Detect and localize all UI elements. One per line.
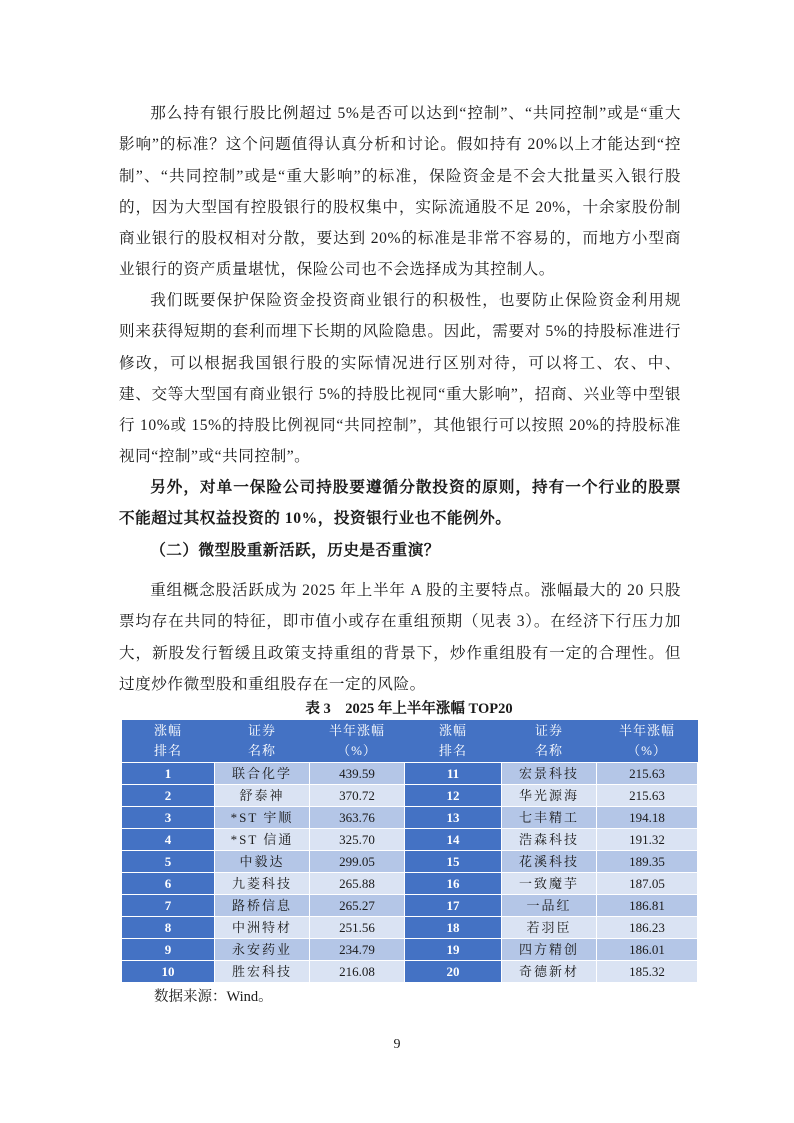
security-name-cell: 浩森科技 <box>502 829 597 851</box>
rank-cell: 16 <box>405 873 502 895</box>
security-name-cell: 宏景科技 <box>502 763 597 785</box>
pct-cell: 194.18 <box>597 807 698 829</box>
table-row <box>122 807 698 829</box>
security-name-cell: 华光源海 <box>502 785 597 807</box>
pct-cell: 265.27 <box>310 895 405 917</box>
pct-cell: 191.32 <box>597 829 698 851</box>
table-row <box>122 939 698 961</box>
rank-cell: 14 <box>405 829 502 851</box>
paragraph-1: 那么持有银行股比例超过 5%是否可以达到“控制”、“共同控制”或是“重大影响”的标准？这个问题值得认真分析和讨论。假如持有 20%以上才能达到“控制”、“共同控制”或是“重大影响”的标准，保险资金是不会大批量买入银行股的，因为大型国有控股银行的股权集中，实际流通股不足 20%，十余家股份制商业银行的股权相对分散，要达到 20%的标准是非常不容易的，而地方小型商业银行的资产质量堪忧，保险公司也不会选择成为其控制人。 <box>119 105 681 279</box>
table-header-row <box>122 720 698 763</box>
header-pct: 半年涨幅 （%） <box>310 720 405 763</box>
page-number: 9 <box>393 1037 401 1052</box>
pct-cell: 187.05 <box>597 873 698 895</box>
security-name-cell: *ST 信通 <box>215 829 310 851</box>
table-row <box>122 873 698 895</box>
rank-cell: 11 <box>405 763 502 785</box>
pct-cell: 363.76 <box>310 807 405 829</box>
rank-cell: 3 <box>122 807 215 829</box>
paragraph-4: 重组概念股活跃成为 2025 年上半年 A 股的主要特点。涨幅最大的 20 只股票均存在共同的特征，即市值小或存在重组预期（见表 3）。在经济下行压力加大，新股发行暂缓且政策支持重组的背景下，炒作重组股有一定的合理性。但过度炒作微型股和重组股存在一定的风险。 <box>119 582 681 693</box>
security-name-cell: 舒泰神 <box>215 785 310 807</box>
pct-cell: 185.32 <box>597 961 698 983</box>
pct-cell: 265.88 <box>310 873 405 895</box>
pct-cell: 299.05 <box>310 851 405 873</box>
pct-cell: 251.56 <box>310 917 405 939</box>
security-name-cell: 联合化学 <box>215 763 310 785</box>
table-row <box>122 829 698 851</box>
rank-cell: 9 <box>122 939 215 961</box>
security-name-cell: 一品红 <box>502 895 597 917</box>
pct-cell: 234.79 <box>310 939 405 961</box>
security-name-cell: 路桥信息 <box>215 895 310 917</box>
security-name-cell: 若羽臣 <box>502 917 597 939</box>
pct-cell: 186.01 <box>597 939 698 961</box>
rank-cell: 12 <box>405 785 502 807</box>
security-name-cell: 七丰精工 <box>502 807 597 829</box>
security-name-cell: 一致魔芋 <box>502 873 597 895</box>
rank-cell: 19 <box>405 939 502 961</box>
table-row <box>122 961 698 983</box>
security-name-cell: 中毅达 <box>215 851 310 873</box>
header-pct: 半年涨幅 （%） <box>597 720 698 763</box>
rank-cell: 20 <box>405 961 502 983</box>
rank-cell: 13 <box>405 807 502 829</box>
security-name-cell: 四方精创 <box>502 939 597 961</box>
rank-cell: 5 <box>122 851 215 873</box>
header-rank: 涨幅 排名 <box>122 720 215 763</box>
pct-cell: 370.72 <box>310 785 405 807</box>
security-name-cell: 中洲特材 <box>215 917 310 939</box>
header-rank: 涨幅 排名 <box>405 720 502 763</box>
rank-cell: 2 <box>122 785 215 807</box>
rank-cell: 7 <box>122 895 215 917</box>
rank-cell: 6 <box>122 873 215 895</box>
table-row <box>122 763 698 785</box>
pct-cell: 325.70 <box>310 829 405 851</box>
rank-cell: 18 <box>405 917 502 939</box>
rank-cell: 4 <box>122 829 215 851</box>
security-name-cell: 花溪科技 <box>502 851 597 873</box>
table-row <box>122 917 698 939</box>
header-name: 证券 名称 <box>215 720 310 763</box>
security-name-cell: 永安药业 <box>215 939 310 961</box>
header-name: 证券 名称 <box>502 720 597 763</box>
pct-cell: 216.08 <box>310 961 405 983</box>
pct-cell: 189.35 <box>597 851 698 873</box>
pct-cell: 439.59 <box>310 763 405 785</box>
rank-cell: 10 <box>122 961 215 983</box>
table-title: 表 3 2025 年上半年涨幅 TOP20 <box>305 701 513 717</box>
paragraph-2: 我们既要保护保险资金投资商业银行的积极性，也要防止保险资金利用规则来获得短期的套利而埋下长期的风险隐患。因此，需要对 5%的持股标准进行修改，可以根据我国银行股的实际情况进行区别对待，可以将工、农、中、建、交等大型国有商业银行 5%的持股比视同“重大影响”，招商、兴业等中型银行 10%或 15%的持股比例视同“共同控制”，其他银行可以按照 20%的持股标准视同“控制”或“共同控制”。 <box>119 292 681 466</box>
table-row <box>122 785 698 807</box>
security-name-cell: 奇德新材 <box>502 961 597 983</box>
pct-cell: 215.63 <box>597 785 698 807</box>
table-row <box>122 851 698 873</box>
rank-cell: 8 <box>122 917 215 939</box>
data-source-note: 数据来源：Wind。 <box>154 989 273 1005</box>
top20-table <box>121 720 698 983</box>
pct-cell: 186.23 <box>597 917 698 939</box>
table-row <box>122 895 698 917</box>
rank-cell: 15 <box>405 851 502 873</box>
rank-cell: 17 <box>405 895 502 917</box>
security-name-cell: 胜宏科技 <box>215 961 310 983</box>
pct-cell: 215.63 <box>597 763 698 785</box>
security-name-cell: 九菱科技 <box>215 873 310 895</box>
pct-cell: 186.81 <box>597 895 698 917</box>
section-heading: （二）微型股重新活跃，历史是否重演？ <box>150 542 440 559</box>
rank-cell: 1 <box>122 763 215 785</box>
security-name-cell: *ST 宇顺 <box>215 807 310 829</box>
paragraph-3-bold: 另外，对单一保险公司持股要遵循分散投资的原则，持有一个行业的股票不能超过其权益投资的 10%，投资银行业也不能例外。 <box>119 479 681 528</box>
